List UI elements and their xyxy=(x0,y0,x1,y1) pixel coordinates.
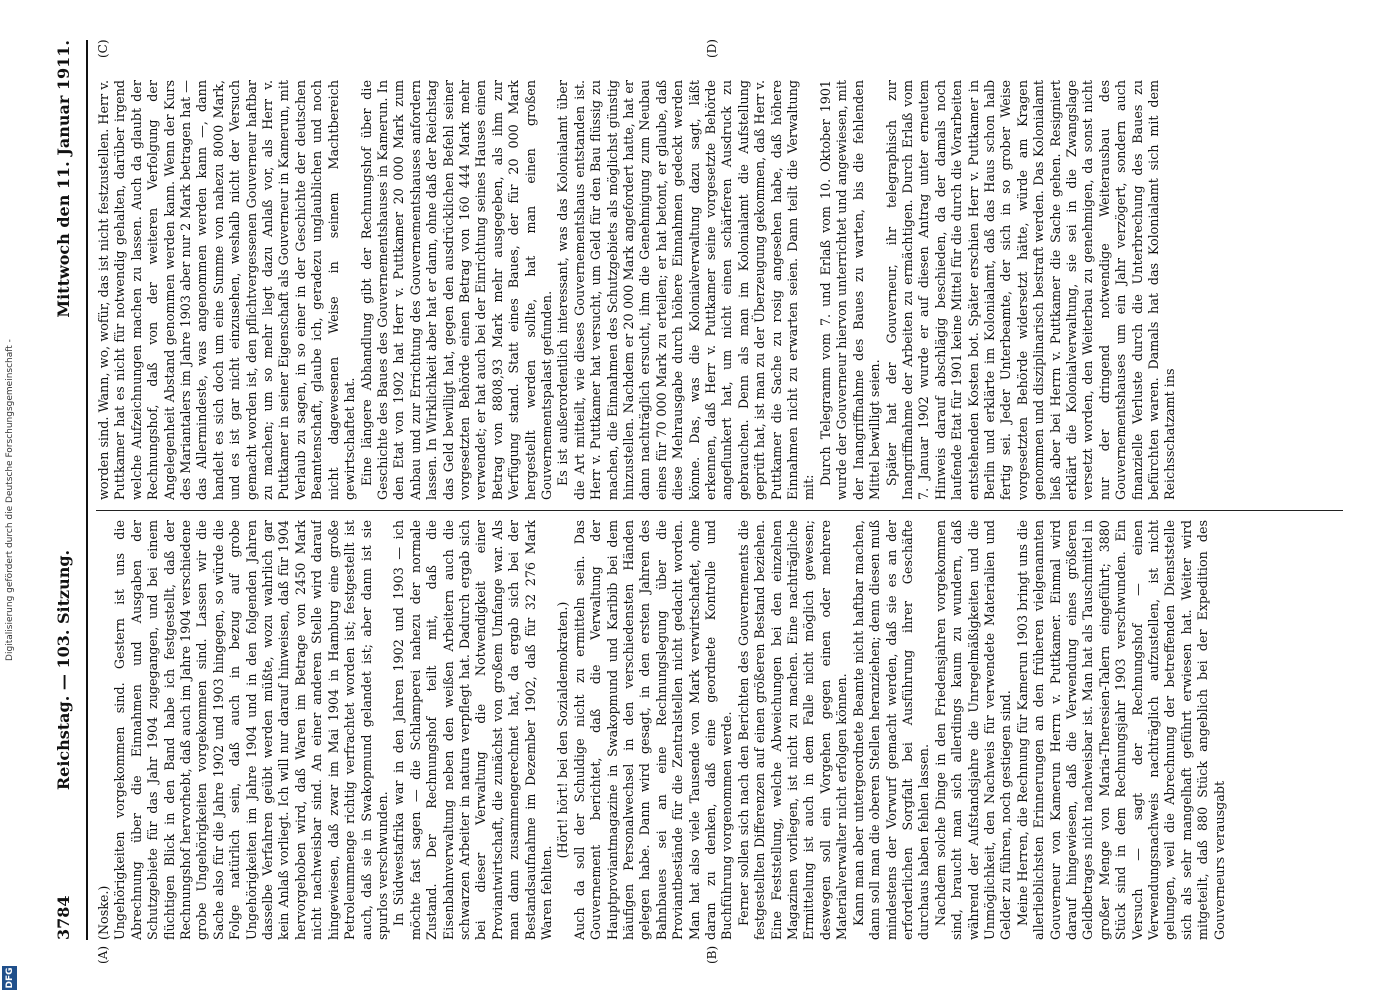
header-rule xyxy=(86,40,88,940)
digitization-credit xyxy=(0,0,20,1000)
page-header xyxy=(54,40,84,940)
paragraph: Eine längere Abhandlung gibt der Rechnungshof über die Geschichte des Baues des Gouvernementshauses in Kamerun. In den Etat von 1902 hat Herr v. Puttkamer 20 000 Mark zum Anbau und zur Errichtung des Gouvernementshauses anfordern lassen. In Wirklichkeit aber hat er dann, ohne daß der Reichstag das Geld bewilligt hat, gegen den ausdrücklichen Befehl seiner vorgesetzten Behörde einen Betrag von 160 444 Mark mehr verwendet; er hat auch bei der Einrichtung seines Hauses einen Betrag von 8808,93 Mark mehr ausgegeben, als ihm zur Verfügung stand. Statt eines Baues, der für 20 000 Mark hergestellt werden sollte, hat man einen großen Gouvernementspalast gefunden. xyxy=(358,80,554,500)
margin-letter-a: (A) xyxy=(96,945,110,964)
dfg-logo-text: DFG xyxy=(4,967,15,989)
paragraph: Auch da soll der Schuldige nicht zu ermitteln sein. Das Gouvernement berichtet, daß die Verwaltung der Hauptproviantmagazine in Swakopmund und Karibib bei dem häufigen Personalwechsel in den verschiedensten Händen gelegen habe. Dann wird gesagt, in den ersten Jahren des Bahnbaues sei an eine Rechnungslegung über die Proviantbestände für die Zentralstellen nicht gedacht worden. Man hat also viele Tausende von Mark verwirtschaftet, ohne daran zu denken, daß eine geordnete Kontrolle und Buchführung vorgenommen werde. xyxy=(571,520,735,940)
paragraph: Ferner sollen sich nach den Berichten des Gouvernements die festgestellten Differenzen auf einen größeren Bestand beziehen. Eine Feststellung, welche Abweichungen bei den einzelnen Magazinen vorliegen, ist nicht zu machen. Eine nachträgliche Ermittelung ist auch in dem Falle nicht möglich gewesen; deswegen soll ein Vorgehen gegen einen oder mehrere Materialverwalter nicht erfolgen können. xyxy=(735,520,850,940)
page-number: 3784 xyxy=(54,895,73,940)
margin-letter-b: (B) xyxy=(705,945,719,964)
quoted-paragraph: Durch Telegramm vom 7. und Erlaß vom 10. Oktober 1901 wurde der Gouverneur hiervon unterrichtet und angewiesen, mit der Inangriffnahme des Baues zu warten, bis die fehlenden Mittel bewilligt seien. xyxy=(817,80,883,500)
paragraph: Meine Herren, die Rechnung für Kamerun 1903 bringt uns die allerlieblichsten Erinnerungen an den früheren vielgenannten Gouverneur von Kamerun Herrn v. Puttkamer. Einmal wird darauf hingewiesen, daß die Verwendung eines größeren Geldbetrages nicht nachweisbar ist. Man hat als Tauschmittel in großer Menge von Maria-Theresien-Talern eingeführt; 3880 Stück sind in dem Rechnungsjahr 1903 verschwunden. Ein Versuch — sagt der Rechnungshof — einen Verwendungsnachweis nachträglich aufzustellen, ist nicht gelungen, weil die Abrechnung der betreffenden Dienststelle sich als sehr mangelhaft geführt erwiesen hat. Weiter wird mitgeteilt, daß 880 Stück angeblich bei der Expedition des Gouverneurs verausgabt xyxy=(1014,520,1227,940)
paragraph: Es ist außerordentlich interessant, was das Kolonialamt über die Art mitteilt, wie dieses Gouvernementshaus entstanden ist. Herr v. Puttkamer hat versucht, um Geld für den Bau flüssig zu machen, die Einnahmen des Schutzgebiets als möglichst günstig hinzustellen. Nachdem er 20 000 Mark angefordert hatte, hat er dann nachträglich ersucht, ihm die Genehmigung zum Neubau eines für 70 000 Mark zu erteilen; er hat betont, er glaube, daß diese Mehrausgabe durch höhere Einnahmen gedeckt werden könne. Das, was die Kolonialverwaltung dazu sagt, läßt erkennen, daß Herr v. Puttkamer seine vorgesetzte Behörde angeflunkert hat, um nicht einen schärferen Ausdruck zu gebrauchen. Denn als man im Kolonialamt die Aufstellung geprüft hat, ist man zu der Überzeugung gekommen, daß Herr v. Puttkamer die Sache zu rosig angesehen habe, daß höhere Einnahmen nicht zu erwarten seien. Dann teilt die Verwaltung mit: xyxy=(555,80,817,500)
header-session: Reichstag. — 103. Sitzung. xyxy=(54,549,73,791)
digitization-credit-text: Digitalisierung gefördert durch die Deutsche Forschungsgemeinschaft - xyxy=(5,339,15,661)
right-column xyxy=(96,80,1343,500)
paragraph: Ungehörigkeiten vorgekommen sind. Gestern ist uns die Abrechnung über die Einnahmen und Ausgaben der Schutzgebiete für das Jahr 1904 zugegangen, und bei einem flüchtigen Blick in den Band habe ich festgestellt, daß der Rechnungshof hervorhebt, daß auch im Jahre 1904 verschiedene grobe Ungehörigkeiten vorgekommen sind. Lassen wir die Sache also für die Jahre 1902 und 1903 hingegen, so würde die Folge natürlich sein, daß auch in bezug auf grobe Ungehörigkeiten im Jahre 1904 und in den folgenden Jahren dasselbe Verfahren geübt werden müßte, wozu wahrlich gar kein Anlaß vorliegt. Ich will nur darauf hinweisen, daß für 1904 hervorgehoben wird, daß Waren im Betrage von 2450 Mark nicht nachweisbar sind. An einer anderen Stelle wird darauf hingewiesen, daß zwar im Mai 1904 in Hamburg eine große Petroleummenge richtig verfrachtet worden ist; festgestellt ist auch, daß sie in Swakopmund gelandet ist; aber dann ist sie spurlos verschwunden. xyxy=(112,520,390,940)
margin-letter-d: (D) xyxy=(705,39,719,58)
paragraph: In Südwestafrika war in den Jahren 1902 und 1903 — ich möchte fast sagen — die Schlamperei nahezu der normale Zustand. Der Rechnungshof teilt mit, daß die Eisenbahnverwaltung neben den weißen Arbeitern auch die schwarzen Arbeiter in natura verpflegt hat. Dadurch ergab sich bei dieser Verwaltung die Notwendigkeit einer Proviantwirtschaft, die zunächst von großem Umfange war. Als man dann zusammengerechnet hat, da ergab sich bei der Bestandsaufnahme im Dezember 1902, daß für 32 276 Mark Waren fehlten. xyxy=(391,520,554,940)
paragraph: Kann man aber untergeordnete Beamte nicht haftbar machen, dann soll man die oberen Stellen heranziehen; denn diesen muß mindestens der Vorwurf gemacht werden, daß sie es an der erforderlichen Sorgfalt bei Ausführung ihrer Geschäfte durchaus haben fehlen lassen. xyxy=(850,520,932,940)
column-divider xyxy=(96,510,1343,511)
speaker-name: (Noske.) xyxy=(96,885,111,940)
interjection: (Hört! hört! bei den Sozialdemokraten.) xyxy=(555,601,571,859)
margin-letter-c: (C) xyxy=(96,39,110,58)
paragraph: Nachdem solche Dinge in den Friedensjahren vorgekommen sind, braucht man sich allerdings kaum zu wundern, daß während der Aufstandsjahre die Unregelmäßigkeiten und die Unmöglichkeit, den Nachweis für verwendete Materialien und Gelder zu führen, noch gestiegen sind. xyxy=(932,520,1014,940)
paragraph: Später hat der Gouverneur, ihr telegraphisch zur Inangriffnahme der Arbeiten zu ermächtigen. Durch Erlaß vom 7. Januar 1902 wurde er auf diesen Antrag unter erneutem Hinweis darauf abschlägig beschieden, da der damals noch laufende Etat für 1901 keine Mittel für die durch die Vorarbeiten entstehenden Kosten bot. Später erschien Herr v. Puttkamer in Berlin und erklärte im Kolonialamt, daß das Haus schon halb fertig sei. Jeder Unterbeamte, der sich in so grober Weise vorgesetzten Behörde widersetzt hätte, würde am Kragen genommen und disziplinarisch bestraft werden. Das Kolonialamt ließ aber bei Herrn v. Puttkamer die Sache gehen. Resigniert erklärt die Kolonialverwaltung, sie sei in die Zwangslage versetzt worden, den Weiterbau zu genehmigen, da sonst nicht nur der dringend notwendige Weiterausbau des Gouvernementshauses um ein Jahr verzögert, sondern auch finanzielle Verluste durch die Unterbrechung des Baues zu befürchten waren. Damals hat das Kolonialamt sich mit dem Reichsschatzamt ins xyxy=(883,80,1178,500)
header-date: Mittwoch den 11. Januar 1911. xyxy=(54,40,73,318)
left-column xyxy=(96,520,1343,940)
paragraph: worden sind. Wann, wo, wofür, das ist nicht festzustellen. Herr v. Puttkamer hat es nicht für notwendig gehalten, darüber irgend welche Aufzeichnungen machen zu lassen. Auch da glaubt der Rechnungshof, daß von der weiteren Verfolgung der Angelegenheit Abstand genommen werden kann. Wenn der Kurs des Mariantalers im Jahre 1903 aber nur 2 Mark betragen hat — das Allermindeste, was angenommen werden kann —, dann handelt es sich doch um eine Summe von nahezu 8000 Mark, und es ist gar nicht einzusehen, weshalb nicht der Versuch gemacht worden ist, den pflichtvergessenen Gouverneur haftbar zu machen; um so mehr liegt dazu Anlaß vor, als Herr v. Puttkamer in seiner Eigenschaft als Gouverneur in Kamerun, mit Verlaub zu sagen, in so einer in der Geschichte der deutschen Beamtenschaft, glaube ich, geradezu unglaublichen und noch nicht dagewesenen Weise in seinem Machtbereich gewirtschaftet hat. xyxy=(96,80,358,500)
dfg-logo xyxy=(2,966,17,990)
